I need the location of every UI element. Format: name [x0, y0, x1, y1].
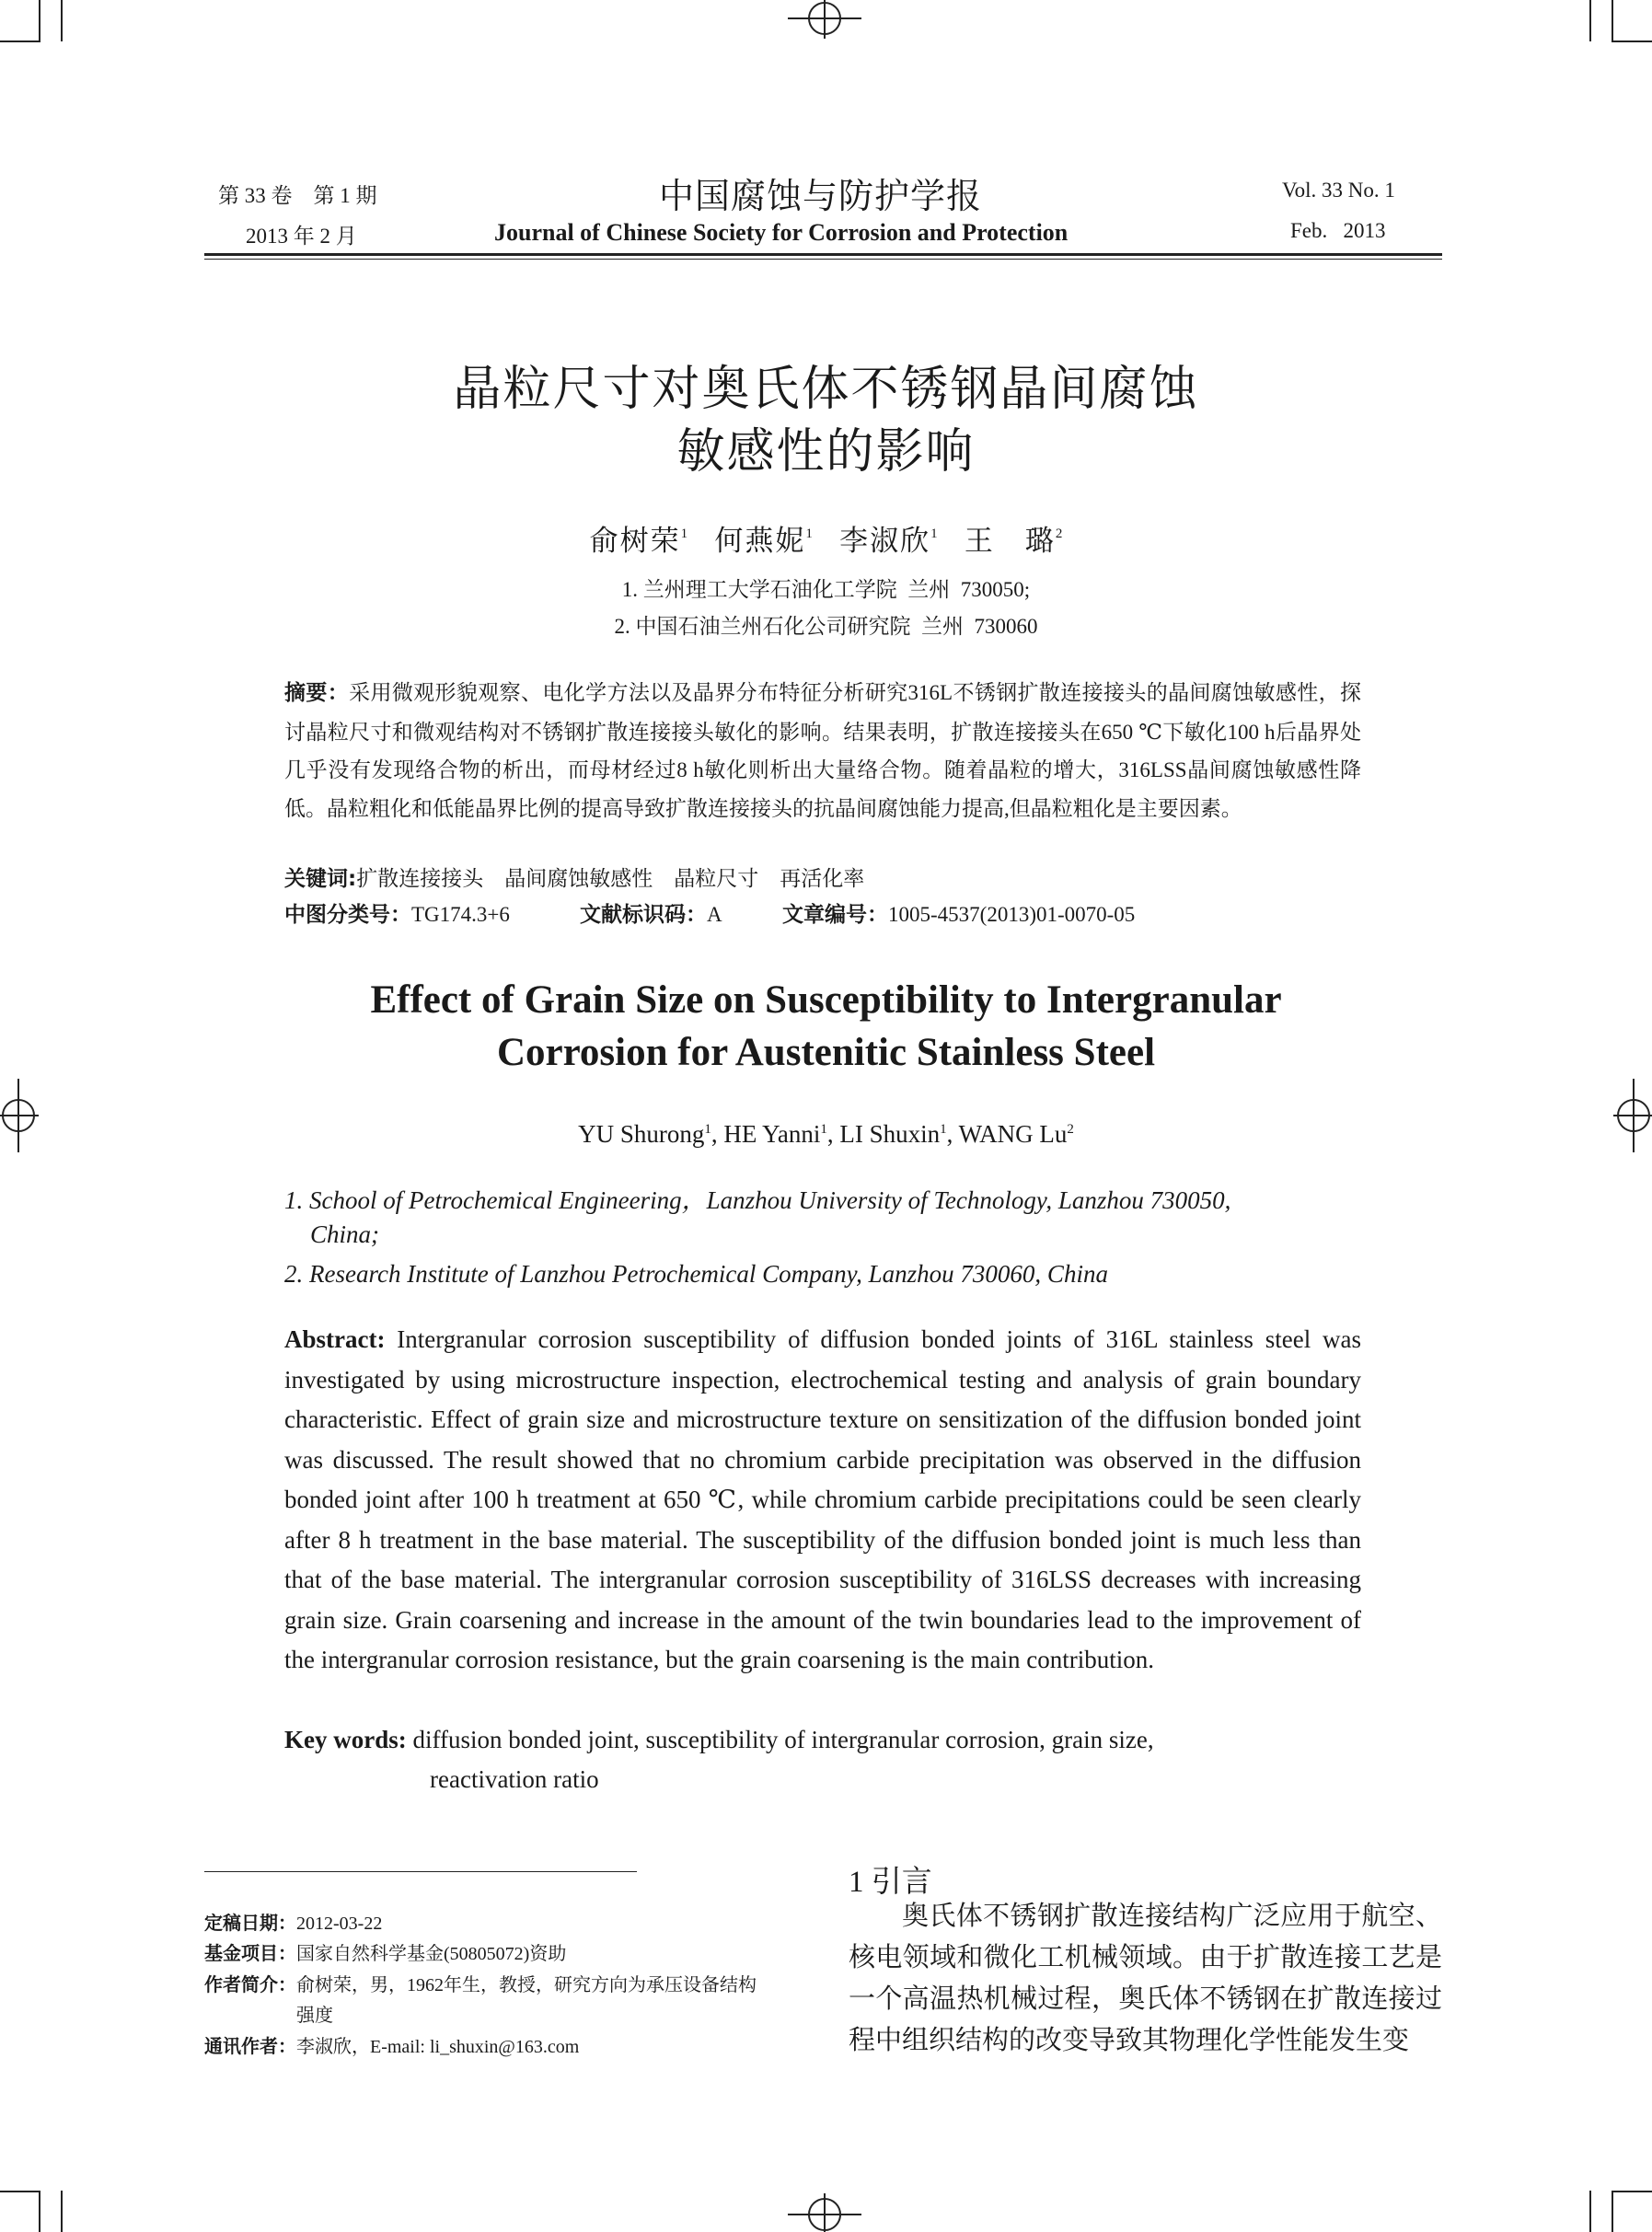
author-sup: 1	[930, 526, 938, 541]
crop-mark	[0, 40, 40, 42]
crop-mark	[61, 0, 63, 41]
journal-title-cn: 中国腐蚀与防护学报	[659, 178, 983, 216]
doc-label: 文献标识码：	[580, 903, 707, 927]
affiliation-cn-2: 2. 中国石油兰州石化公司研究院 兰州 730060	[614, 615, 1038, 638]
authors-cn	[0, 517, 1652, 559]
clc-value: TG174.3+6	[411, 903, 510, 926]
footnote-received	[204, 1908, 382, 1935]
keywords-en-label: Key words:	[284, 1726, 407, 1753]
abstract-cn-label: 摘要：	[284, 681, 350, 705]
affiliation-en-2: 2. Research Institute of Lanzhou Petrochemical Company, Lanzhou 730060, China	[284, 1260, 1108, 1288]
author-en: HE Yanni	[723, 1120, 821, 1148]
corr-label: 通讯作者：	[204, 2035, 296, 2057]
header-vol-issue-cn: 第 33 卷 第 1 期	[218, 184, 377, 207]
header-date-en: Feb. 2013	[1290, 219, 1386, 242]
author-cn: 李淑欣	[839, 525, 931, 557]
crop-mark	[1589, 2191, 1591, 2232]
crop-mark	[1589, 0, 1591, 41]
title-cn-line2: 敏感性的影响	[676, 424, 976, 480]
abstract-en-text: Intergranular corrosion susceptibility of diffusion bonded joints of 316L stainless steel was investigated by using microstructure inspection, electrochemical testing and analysis of grain boundary characteristic. Effect of grain size and microstructure texture on sensitization of the diffusion bonded joint was discussed. The result showed that no chromium carbide precipitation was observed in the diffusion bonded joint after 100 h treatment at 650 ℃, while chromium carbide precipitations could be seen clearly after 8 h treatment in the base material. The susceptibility of the diffusion bonded joint is much less than that of the base material. The intergranular corrosion susceptibility of 316LSS decreases with increasing grain size. Grain coarsening and increase in the amount of the twin boundaries lead to the improvement of the intergranular corrosion resistance, but the grain coarsening is the main contribution.	[284, 1325, 1361, 1673]
crop-mark	[1612, 2191, 1652, 2192]
crop-mark	[1612, 2191, 1613, 2232]
author-label: 作者简介：	[204, 1973, 296, 1995]
author-en: LI Shuxin	[839, 1120, 941, 1148]
header-rule-thin	[204, 259, 1442, 260]
author-sup: 2	[1067, 1122, 1074, 1137]
keywords-cn-label: 关键词:	[284, 867, 357, 891]
header-vol-issue-en: Vol. 33 No. 1	[1282, 179, 1395, 202]
received-label: 定稿日期：	[204, 1912, 296, 1934]
footnote-corresponding	[204, 2031, 579, 2058]
title-en-line2: Corrosion for Austenitic Stainless Steel	[496, 1031, 1156, 1074]
fund-value: 国家自然科学基金(50805072)资助	[296, 1944, 567, 1964]
author-sup: 1	[680, 526, 688, 541]
author-cn: 俞树荣	[589, 525, 681, 557]
fund-label: 基金项目：	[204, 1942, 296, 1964]
footnote-fund	[204, 1938, 566, 1965]
author-cn: 王 璐	[964, 525, 1056, 557]
abstract-en-label: Abstract:	[284, 1325, 386, 1353]
crop-mark	[1612, 0, 1613, 41]
footnote-author-cont: 强度	[296, 2006, 333, 2026]
received-value: 2012-03-22	[296, 1914, 383, 1934]
author-cn: 何燕妮	[714, 525, 806, 557]
author-en: YU Shurong	[578, 1120, 705, 1148]
affiliation-cn-1: 1. 兰州理工大学石油化工学院 兰州 730050;	[621, 578, 1031, 601]
doc-value: A	[707, 903, 722, 926]
article-value: 1005-4537(2013)01-0070-05	[888, 903, 1136, 926]
crop-mark	[61, 2191, 63, 2232]
keywords-cn-text: 扩散连接接头 晶间腐蚀敏感性 晶粒尺寸 再活化率	[356, 867, 865, 890]
keywords-en-line1: diffusion bonded joint, susceptibility of intergranular corrosion, grain size,	[412, 1726, 1154, 1753]
article-label: 文章编号：	[782, 903, 888, 927]
keywords-en	[284, 1720, 1361, 1761]
article-no-cn	[782, 897, 1135, 928]
footnote-rule	[204, 1871, 637, 1872]
title-cn-line1: 晶粒尺寸对奥氏体不锈钢晶间腐蚀	[453, 362, 1199, 417]
header-rule-thick	[204, 253, 1442, 256]
header-date-cn: 2013 年 2 月	[246, 225, 357, 248]
abstract-en	[284, 1320, 1361, 1681]
crop-mark	[0, 2191, 40, 2192]
author-en: WANG Lu	[958, 1120, 1068, 1148]
author-sup: 1	[704, 1122, 711, 1137]
crop-mark	[39, 2191, 40, 2232]
keywords-cn	[284, 862, 864, 892]
section-heading-intro: 1 引言	[849, 1866, 932, 1899]
keywords-en-cont: reactivation ratio	[430, 1765, 599, 1793]
author-sup: 2	[1055, 526, 1063, 541]
crop-mark	[1612, 40, 1652, 42]
affiliation-en-1: 1. School of Petrochemical Engineering，Lanzhou University of Technology, Lanzhou 730050,	[284, 1186, 1231, 1214]
title-en-line1: Effect of Grain Size on Susceptibility to Intergranular	[370, 978, 1282, 1022]
classification-cn	[284, 897, 510, 928]
author-value: 俞树荣，男，1962年生，教授，研究方向为承压设备结构	[296, 1975, 757, 1995]
footnote-author	[204, 1970, 757, 1996]
corr-value: 李淑欣，E-mail: li_shuxin@163.com	[296, 2037, 580, 2057]
author-sup: 1	[805, 526, 813, 541]
author-sup: 1	[820, 1122, 827, 1137]
clc-label: 中图分类号：	[284, 903, 411, 927]
authors-en: YU Shurong$^1$, HE Yanni$^1$, LI Shuxin$^1$, WANG Lu$^2$	[578, 1120, 1074, 1148]
crop-mark	[39, 0, 40, 41]
journal-title-en: Journal of Chinese Society for Corrosion and Protection	[494, 219, 1069, 246]
affiliation-en-1-cont: China;	[310, 1220, 380, 1248]
abstract-cn-text: 采用微观形貌观察、电化学方法以及晶界分布特征分析研究316L不锈钢扩散连接接头的晶间腐蚀敏感性，探讨晶粒尺寸和微观结构对不锈钢扩散连接接头敏化的影响。结果表明，扩散连接接头在650 ℃下敏化100 h后晶界处几乎没有发现络合物的析出，而母材经过8 h敏化则析出大量络合物。随着晶粒的增大，316LSS晶间腐蚀敏感性降低。晶粒粗化和低能晶界比例的提高导致扩散连接接头的抗晶间腐蚀能力提高,但晶粒粗化是主要因素。	[284, 681, 1361, 820]
doc-code-cn	[580, 897, 722, 928]
author-sup: 1	[940, 1122, 947, 1137]
abstract-cn	[284, 674, 1361, 827]
intro-paragraph: 奥氏体不锈钢扩散连接结构广泛应用于航空、核电领域和微化工机械领域。由于扩散连接工艺是一个高温热机械过程，奥氏体不锈钢在扩散连接过程中组织结构的改变导致其物理化学性能发生变	[849, 1902, 1442, 2055]
